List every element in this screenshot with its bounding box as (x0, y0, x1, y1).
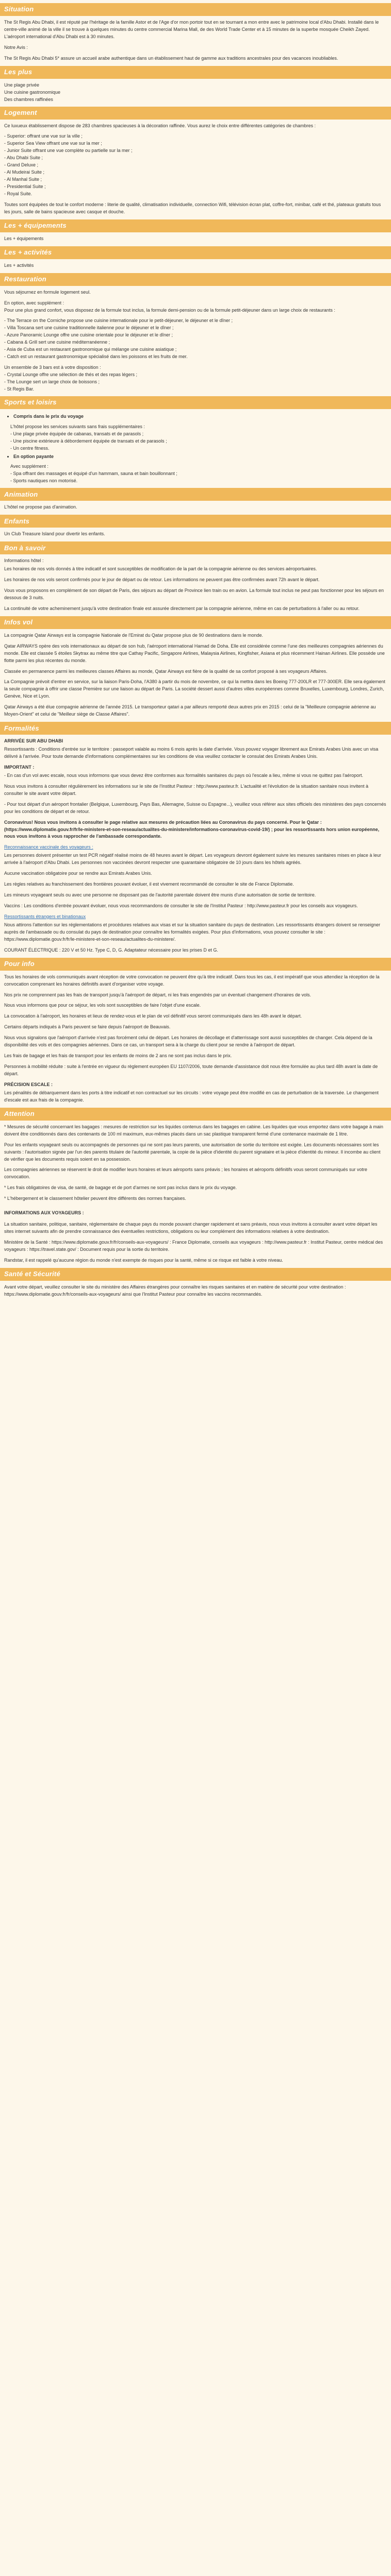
section-title: Les + activités (4, 248, 52, 257)
restaurant-item: - Cabana & Grill sert une cuisine méditerranéenne ; (4, 340, 110, 345)
section-header (0, 958, 391, 971)
paid-item: - Spa offrant des massages et équipé d'un hammam, sauna et bain bouillonnant ; (10, 471, 177, 477)
room-item: - Al Mudeirai Suite ; (4, 170, 45, 175)
infosvol-text: Qatar Airways a été élue compagnie aérienne de l'année 2015. Le transporteur qatari a par ailleurs remporté deux autres prix en 2015 : celui de la "Meilleure compagnie aérienne au Moyen-Orient" et celui de "Meilleur siège de Classe Affaires". (4, 704, 376, 717)
section-header (0, 273, 391, 286)
restaurant-item: - Catch est un restaurant gastronomique spécialisé dans les poissons et les fruits de mer. (4, 354, 188, 360)
included-list (10, 423, 387, 452)
restauration-section (0, 273, 391, 393)
room-item: - Presidential Suite ; (4, 184, 46, 189)
paid-item: - Sports nautiques non motorisé. (10, 478, 78, 484)
restaurant-item: - Azure Panoramic Lounge offre une cuisine orientale pour le déjeuner et le dîner ; (4, 332, 173, 338)
formalites-heading[interactable]: Reconnaissance vaccinale des voyageurs : (4, 844, 93, 850)
formalites-text: Les personnes doivent présenter un test PCR négatif réalisé moins de 48 heures avant le départ. Les voyageurs devront également suivre les mesures sanitaires mises en place à leur arrivée à l'aéroport d'Abu Dhabi. Les personnes non vaccinées devront respecter une quarantaine obligatoire de 10 jours dans les hôtels agréés. (4, 853, 381, 866)
section-header (0, 616, 391, 629)
sports-paid: • En option payante (13, 453, 387, 461)
bar-item: - St Regis Bar. (4, 386, 35, 392)
formalites-text: Les règles relatives au franchissement des frontières pouvant évoluer, il est vivement recommandé de consulter le site de France Diplomatie. (4, 882, 294, 887)
room-item: - Grand Deluxe ; (4, 162, 39, 168)
section-header (0, 722, 391, 735)
infosvol-text: Classée en permanence parmi les meilleures classes Affaires au monde, Qatar Airways est fière de la qualité de sa confort proposé à ses voyageurs Affaires. (4, 668, 328, 674)
situation-text: The St Regis Abu Dhabi, il est réputé par l'héritage de la famille Astor et de l'Age d'or mon portoir tout en se tournant a mon entre avec le patrimoine local d'Abu Dhabi. Installé dans le centre-ville animé de la ville il se trouve à quelques minutes du centre commercial Marina Mall, de des World Trade Center et à 15 minutes de la superbe mosquée Cheikh Zayed. L'aéroport international d'Abu Dhabi est à 30 minutes. (4, 20, 379, 39)
paid-item: Avec supplément : (10, 464, 48, 469)
our-opinion-label: Notre Avis : (4, 44, 28, 50)
bars-intro: Un ensemble de 3 bars est à votre disposition : (4, 365, 101, 370)
enfants-text: Un Club Treasure Island pour divertir les enfants. (4, 531, 105, 537)
included-item: - Un centre fitness. (10, 445, 50, 451)
included-item: - Une plage privée équipée de cabanas, transats et de parasols ; (10, 431, 144, 436)
travellers-info-links: Ministère de la Santé : https://www.diplomatie.gouv.fr/fr/conseils-aux-voyageurs/ : France Diplomatie, conseils aux voyageurs : http://www.pasteur.fr : Institut Pasteur, centre médical des voyageurs : https://travel.state.gov/ : Document requis pour la sortie du territoire. (4, 1240, 383, 1252)
formalites-text: Ressortissants : Conditions d'entrée sur le territoire : passeport valable au moins 6 mois après la date d'arrivée. Vous pouvez voyager librement aux Emirats Arabes Unis avec un visa délivré à l'arrivée. Pour toute demande d'informations complémentaires sur les conditions de visa veuillez contacter le consulat des Emirats Arabes Unis. (4, 747, 379, 759)
plus-item: Des chambres raffinées (4, 96, 53, 102)
section-title: Attention (4, 1110, 35, 1118)
section-title: Logement (4, 108, 37, 116)
bar-item: - The Lounge sert un large choix de boissons ; (4, 379, 100, 384)
sports-groups (4, 413, 387, 420)
section-title: Formalités (4, 724, 39, 732)
section-header (0, 515, 391, 528)
infosvol-section (0, 616, 391, 718)
restaurant-item: - Villa Toscana sert une cuisine traditionnelle italienne pour le déjeuner et le dîner ; (4, 325, 174, 331)
equipements-text: Les + équipements (4, 235, 44, 241)
bonasavoir-section (0, 541, 391, 613)
section-header (0, 246, 391, 259)
sante-section (0, 1268, 391, 1298)
bonasavoir-text: Les horaires de nos vols donnés à titre indicatif et sont susceptibles de modification de la part de la compagnie aérienne ou des services aéroportuaires. (4, 566, 317, 572)
section-title: Les + équipements (4, 222, 67, 230)
included-item: - Une piscine extérieure à débordement équipée de transats et de parasols ; (10, 438, 167, 444)
formalites-text: Vaccins : Les conditions d'entrée pouvant évoluer, nous vous recommandons de consulter le site de l'Institut Pasteur : http://www.pasteur.fr pour les conseils aux voyageurs. (4, 903, 358, 908)
animation-text: L'hôtel ne propose pas d'animation. (4, 504, 77, 510)
activites-section (0, 246, 391, 269)
enfants-section (0, 515, 391, 538)
infosvol-text: Qatar AIRWAYS opère des vols internationaux au départ de son hub, l'aéroport international Hamad de Doha. Elle est considérée comme l'une des meilleures compagnies aériennes du monde. Elle est classée 5 étoiles Skytrax au même titre que Cathay Pacific, Singapore Airlines, Malaysia Airlines, Kingfisher, Asiana et plus récemment Hainan Airlines. Elle possède une flotte parmi les plus récentes du monde. (4, 643, 385, 663)
plus-item: Une cuisine gastronomique (4, 89, 61, 95)
section-title: Sports et loisirs (4, 398, 57, 406)
formalites-section (0, 722, 391, 954)
bonasavoir-label: Informations hôtel : (4, 558, 44, 564)
section-header (0, 1108, 391, 1121)
formalites-heading: ARRIVÉE SUR ABU DHABI (4, 738, 63, 744)
formalites-heading: IMPORTANT : (4, 764, 35, 770)
bonasavoir-text: Les horaires de nos vols seront confirmés pour le jour de départ ou de retour. Les informations ne peuvent pas être confirmées avant 72h avant le départ. (4, 577, 320, 582)
restauration-formula: Vous séjournez en formule logement seul. (4, 289, 91, 295)
our-opinion-text: The St Regis Abu Dhabi 5* assure un accueil arabe authentique dans un établissement haut de gamme aux traditions ancestrales pour des vacances inoubliables. (4, 55, 338, 61)
room-item: - Abu Dhabi Suite ; (4, 155, 43, 161)
attention-text: * Mesures de sécurité concernant les bagages : mesures de restriction sur les liquides contenus dans les bagages en cabine. Les liquides que vous emportez dans votre bagage à main doivent être conditionnés dans des contenants de 100 ml maximum, eux-mêmes placés dans un sac plastique transparent fermé d'une contenance maximale de 1 litre. (4, 1124, 383, 1137)
infosvol-text: La Compagnie prévoit d'entrer en service, sur la liaison Paris-Doha, l'A380 à partir du mois de novembre, ce qui la mettra dans les Boeing 777-200LR et 777-300ER. Elle sera également la seule compagnie à offrir une classe Première sur une liaison au départ de Paris. La société dessert aussi d'autres villes européennes comme Bruxelles, Luxembourg, Londres, Zurich, Genève, Nice et Lyon. (4, 679, 385, 699)
section-header (0, 219, 391, 232)
section-header (0, 107, 391, 120)
restaurant-list (4, 317, 387, 361)
room-item: - Al Manhal Suite ; (4, 177, 42, 182)
formalites-heading[interactable]: Ressortissants étrangers et binationaux (4, 913, 86, 919)
restauration-option-text: Pour une plus grand confort, vous disposez de la formule tout inclus, la formule demi-pension ou de la formule petit-déjeuner dans un large choix de restaurants : (4, 307, 335, 313)
paid-list (10, 463, 387, 485)
section-header (0, 396, 391, 409)
pourinfo-text: Les frais de bagage et les frais de transport pour les enfants de moins de 2 ans ne sont pas inclus dans le prix. (4, 1053, 232, 1059)
plus-item: Une plage privée (4, 82, 40, 88)
formalites-text: Nous vous invitons à consulter régulièrement les informations sur le site de l'Institut Pasteur : http://www.pasteur.fr. L'actualité et l'évolution de la situation sanitaire nous invitent à consulter le site avant votre départ. (4, 783, 369, 796)
room-item: - Superior: offrant une vue sur la ville ; (4, 133, 83, 139)
formalites-text: Les mineurs voyageant seuls ou avec une personne ne disposant pas de l'autorité parentale doivent être munis d'une autorisation de sortie de territoire. (4, 892, 316, 898)
pourinfo-heading: PRÉCISION ESCALE : (4, 1081, 53, 1087)
restaurant-item: - The Terrace on the Corniche propose une cuisine internationale pour le petit-déjeuner, le déjeuner et le dîner ; (4, 318, 233, 324)
pourinfo-text: Tous les horaires de vols communiqués avant réception de votre convocation ne peuvent être qu'à titre indicatif. Dans tous les cas, il est impératif que vous attendiez la réception de la convocation comprenant les horaires définitifs avant d'organiser votre voyage. (4, 974, 380, 987)
section-title: Infos vol (4, 618, 33, 626)
section-title: Enfants (4, 517, 30, 525)
activites-text: Les + activités (4, 262, 34, 268)
coronavirus-notice: Coronavirus! Nous vous invitons à consulter le page relative aux mesures de précaution liées au Coronavirus du pays concerné. Pour le Qatar : (https://www.diplomatie.gouv.fr/fr/le-ministere-et-son-reseau/actualites-du-ministere/informations-coronavirus-covid-19/) ; pour les ressortissants hors union européenne, nous vous invitons à vous rapprocher de l'ambassade correspondante. (4, 819, 380, 839)
attention-text: * L'hébergement et le classement hôtelier peuvent être différents des normes françaises. (4, 1196, 186, 1201)
pourinfo-text: Nous vous informons que pour ce séjour, les vols sont susceptibles de faire l'objet d'une escale. (4, 1003, 201, 1008)
restaurant-item: - Asia de Cuba est un restaurant gastronomique qui mélange une cuisine asiatique ; (4, 347, 177, 352)
equipements-section (0, 219, 391, 243)
pourinfo-section (0, 958, 391, 1104)
formalites-text: COURANT ÉLECTRIQUE : 220 V et 50 Hz. Type C, D, G. Adaptateur nécessaire pour les prises D et G. (4, 947, 218, 953)
section-title: Bon à savoir (4, 544, 46, 552)
infosvol-text: La compagnie Qatar Airways est la compagnie Nationale de l'Emirat du Qatar propose plus de 90 destinations dans le monde. (4, 632, 264, 638)
pourinfo-text: Nous vous signalons que l'aéroport d'arrivée n'est pas forcément celui de départ. Les horaires de décollage et d'atterrissage sont aussi susceptibles de changer. Cela dépend de la disponibilité des vols et des compagnies aériennes. Dans ce cas, un transport sera à la charge du client pour se rendre à l'aéroport de départ. (4, 1035, 372, 1048)
section-header (0, 488, 391, 501)
section-title: Santé et Sécurité (4, 1270, 60, 1278)
section-title: Situation (4, 5, 34, 13)
section-title: Restauration (4, 275, 46, 283)
situation-section (0, 3, 391, 62)
travellers-info-heading: INFORMATIONS AUX VOYAGEURS : (4, 1210, 84, 1216)
attention-text: Les compagnies aériennes se réservent le droit de modifier leurs horaires et leurs aéroports sans préavis ; les horaires et aéroports définitifs vous seront communiqués sur votre convocation. (4, 1167, 367, 1180)
pourinfo-text: Nos prix ne comprennent pas les frais de transport jusqu'à l'aéroport de départ, ni les frais engendrés par un éventuel changement d'horaires de vols. (4, 992, 311, 997)
plus-section (0, 66, 391, 104)
sports-section (0, 396, 391, 485)
room-item: - Royal Suite. (4, 191, 32, 196)
logement-section (0, 107, 391, 216)
section-header (0, 3, 391, 16)
pourinfo-text: Les pénalités de débarquement dans les ports à titre indicatif et non contractuel sur les circuits : votre voyage peut être modifié en cas de perturbation de la traversée. Le changement d'escale est aux frais de la compagnie. (4, 1090, 379, 1103)
sante-text: Avant votre départ, veuillez consulter le site du ministère des Affaires étrangères pour connaître les risques sanitaires et en matière de sécurité pour votre destination : https://www.diplomatie.gouv.fr/fr/conseils-aux-voyageurs/ ainsi que l'Institut Pasteur pour connaître les vaccins recommandés. (4, 1284, 346, 1297)
bonasavoir-text: La continuité de votre acheminement jusqu'à votre destination finale est assurée directement par la compagnie aérienne, même en cas de perturbations à l'aller ou au retour. (4, 605, 360, 611)
formalites-text: Nous attirons l'attention sur les réglementations et procédures relatives aux visas et sur la situation sanitaire du pays de destination. Les ressortissants étrangers doivent se renseigner auprès de l'ambassade ou du consulat du pays de destination pour connaître les formalités exigées. Pour plus d'informations, vous pouvez consulter le site : https://www.diplomatie.gouv.fr/fr/le-ministere-et-son-reseau/actualites-du-ministere/. (4, 922, 381, 942)
attention-section (0, 1108, 391, 1264)
logement-intro: Ce luxueux établissement dispose de 283 chambres spacieuses à la décoration raffinée. Vous aurez le choix entre différentes catégories de chambres : (4, 123, 316, 128)
formalites-text: Aucune vaccination obligatoire pour se rendre aux Emirats Arabes Unis. (4, 871, 152, 876)
section-header (0, 1268, 391, 1281)
logement-equipment: Toutes sont équipées de tout le confort moderne : literie de qualité, climatisation individuelle, connection Wifi, télévision écran plat, coffre-fort, minibar, café et thé, plateaux gratuits tous les jours, salle de bains spacieuse avec casque et douche. (4, 201, 381, 214)
section-title: Pour info (4, 960, 35, 968)
section-title: Les plus (4, 68, 32, 76)
room-item: - Superior Sea View offrant une vue sur la mer ; (4, 141, 102, 146)
restauration-option-label: En option, avec supplément : (4, 300, 64, 306)
bonasavoir-text: Vous vous proposons en complément de son départ de Paris, des séjours au départ de Province lien train ou en avion. La formule tout inclus ne peut pas fonctionner pour les séjours en dessous de 3 nuits. (4, 587, 384, 600)
section-header (0, 66, 391, 79)
formalites-text: - En cas d'un vol avec escale, nous vous informons que vous devez être conformes aux formalités sanitaires du pays où l'escale a lieu, même si vous ne quittez pas l'aéroport. (4, 772, 364, 778)
pourinfo-text: Certains départs indiqués à Paris peuvent se faire depuis l'aéroport de Beauvais. (4, 1024, 171, 1030)
attention-text: Pour les enfants voyageant seuls ou accompagnés de personnes qui ne sont pas leurs parents, une autorisation de sortie du territoire est exigée. Les documents nécessaires sont les suivants : l'autorisation signée par l'un des parents titulaire de l'autorité parentale, la copie de la pièce d'identité du parent signataire et la pièce d'identité du mineur. Il incombe au client de vérifier que les documents requis soient en sa possession. (4, 1142, 381, 1162)
hotel-description (0, 3, 391, 1308)
room-list (4, 133, 387, 197)
pourinfo-text: La convocation à l'aéroport, les horaires et lieux de rendez-vous et le plan de vol définitif vous seront communiqués dans les 48h avant le départ. (4, 1013, 302, 1019)
travellers-info-text: Randstar, il est rappelé qu'aucune région du monde n'est exempte de risques pour la santé, même si ce risque est faible à votre niveau. (4, 1257, 283, 1263)
section-header (0, 541, 391, 554)
travellers-info-text: La situation sanitaire, politique, sanitaire, réglementaire de chaque pays du monde pouvant changer rapidement et sans préavis, nous vous invitons à consulter avant votre départ les sites internet suivants afin de prendre connaissance des éventuelles restrictions, obligations ou leur complément des informations relatives à votre destination. (4, 1222, 378, 1234)
bar-list (4, 371, 387, 393)
attention-text: * Les frais obligatoires de visa, de santé, de bagage et de port d'armes ne sont pas inclus dans le prix du voyage. (4, 1185, 237, 1191)
animation-section (0, 488, 391, 511)
included-item: L'hôtel propose les services suivants sans frais supplémentaires : (10, 423, 145, 429)
sports-groups (4, 453, 387, 461)
bar-item: - Crystal Lounge offre une sélection de thés et des repas légers ; (4, 372, 137, 377)
section-title: Animation (4, 490, 38, 498)
sports-included: • Compris dans le prix du voyage (13, 413, 387, 420)
pourinfo-text: Personnes à mobilité réduite : suite à l'entrée en vigueur du règlement européen EU 1107/2006, toute demande d'assistance doit nous être formulée au plus tard 48h avant la date de départ. (4, 1064, 378, 1076)
formalites-text: - Pour tout départ d'un aéroport frontalier (Belgique, Luxembourg, Pays Bas, Allemagne, Suisse ou Espagne...), veuillez vous référer aux sites officiels des ministères des pays concernés pour les conditions de départ et de retour. (4, 801, 386, 814)
room-item: - Junior Suite offrant une vue complète ou partielle sur la mer ; (4, 148, 133, 154)
